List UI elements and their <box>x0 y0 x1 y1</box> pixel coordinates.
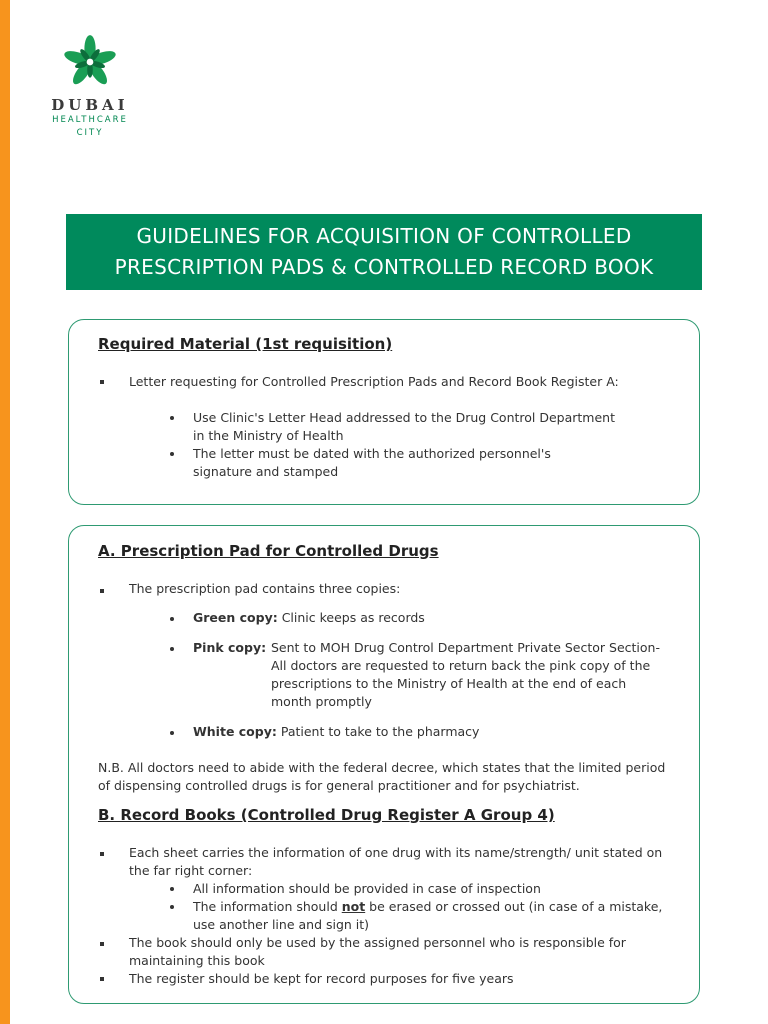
bullet-dot <box>170 647 174 651</box>
green-copy-text: Clinic keeps as records <box>277 610 425 625</box>
logo-sub1: HEALTHCARE <box>52 115 128 125</box>
bullet-dot <box>170 731 174 735</box>
green-copy-label: Green copy: <box>193 610 278 625</box>
pink-copy-line2: All doctors are requested to return back the pink copy of the <box>271 658 651 673</box>
record-item2-line1: The book should only be used by the assigned personnel who is responsible for <box>129 935 626 950</box>
white-copy-text: Patient to take to the pharmacy <box>276 724 480 739</box>
pad-item: The prescription pad contains three copies: <box>129 581 401 596</box>
record-item1-line1: Each sheet carries the information of one drug with its name/strength/ unit stated on <box>129 845 663 860</box>
record-sub2-a: The information should <box>193 899 342 914</box>
prescription-pad-heading: A. Prescription Pad for Controlled Drugs <box>98 542 439 560</box>
dhcc-logo <box>40 34 140 140</box>
required-material-heading: Required Material (1st requisition) <box>98 335 393 353</box>
logo-name: DUBAI <box>51 96 129 114</box>
bullet-dot <box>170 416 174 420</box>
pink-copy-line4: month promptly <box>271 694 372 709</box>
bullet-square <box>100 942 104 946</box>
pink-copy-line1: Sent to MOH Drug Control Department Private Sector Section- <box>271 640 660 655</box>
required-sub1-line2: in the Ministry of Health <box>193 428 344 443</box>
bullet-square <box>100 977 104 981</box>
bullet-square <box>100 380 104 384</box>
required-sub2-line2: signature and stamped <box>193 464 339 479</box>
record-item2-line2: maintaining this book <box>129 953 265 968</box>
star-flower-icon <box>62 34 118 90</box>
title-banner <box>66 214 702 290</box>
required-sub2-line1: The letter must be dated with the authorized personnel's <box>193 446 551 461</box>
required-sub1-line1: Use Clinic's Letter Head addressed to the Drug Control Department <box>193 410 615 425</box>
bullet-square <box>100 852 104 856</box>
required-item: Letter requesting for Controlled Prescription Pads and Record Book Register A: <box>129 374 619 389</box>
bullet-dot <box>170 905 174 909</box>
record-sub2-line2: use another line and sign it) <box>193 917 370 932</box>
record-sub2-not: not <box>341 899 366 914</box>
bullet-square <box>100 589 104 593</box>
logo-sub2: CITY <box>76 128 104 138</box>
white-copy-line <box>193 723 479 741</box>
record-sub2-line1 <box>193 898 662 916</box>
record-sub1: All information should be provided in case of inspection <box>193 881 541 896</box>
pink-copy-line3: prescriptions to the Ministry of Health at the end of each <box>271 676 627 691</box>
bullet-dot <box>170 887 174 891</box>
record-books-heading: B. Record Books (Controlled Drug Register A Group 4) <box>98 806 555 824</box>
record-item1-line2: the far right corner: <box>129 863 253 878</box>
title-line-1: GUIDELINES FOR ACQUISITION OF CONTROLLED <box>136 224 632 248</box>
white-copy-label: White copy: <box>193 724 277 739</box>
record-sub2-b: be erased or crossed out (in case of a mistake, <box>365 899 663 914</box>
bullet-dot <box>170 452 174 456</box>
pink-copy-label <box>193 639 266 657</box>
nb-line2: of dispensing controlled drugs is for general practitioner and for psychiatrist. <box>98 778 580 793</box>
pink-copy-label-text: Pink copy: <box>193 640 267 655</box>
record-item3: The register should be kept for record purposes for five years <box>129 971 514 986</box>
bullet-dot <box>170 617 174 621</box>
green-copy-line <box>193 609 425 627</box>
title-line-2: PRESCRIPTION PADS & CONTROLLED RECORD BOOK <box>114 255 654 279</box>
nb-line1: N.B. All doctors need to abide with the federal decree, which states that the limited period <box>98 760 666 775</box>
left-accent-stripe <box>0 0 10 1024</box>
